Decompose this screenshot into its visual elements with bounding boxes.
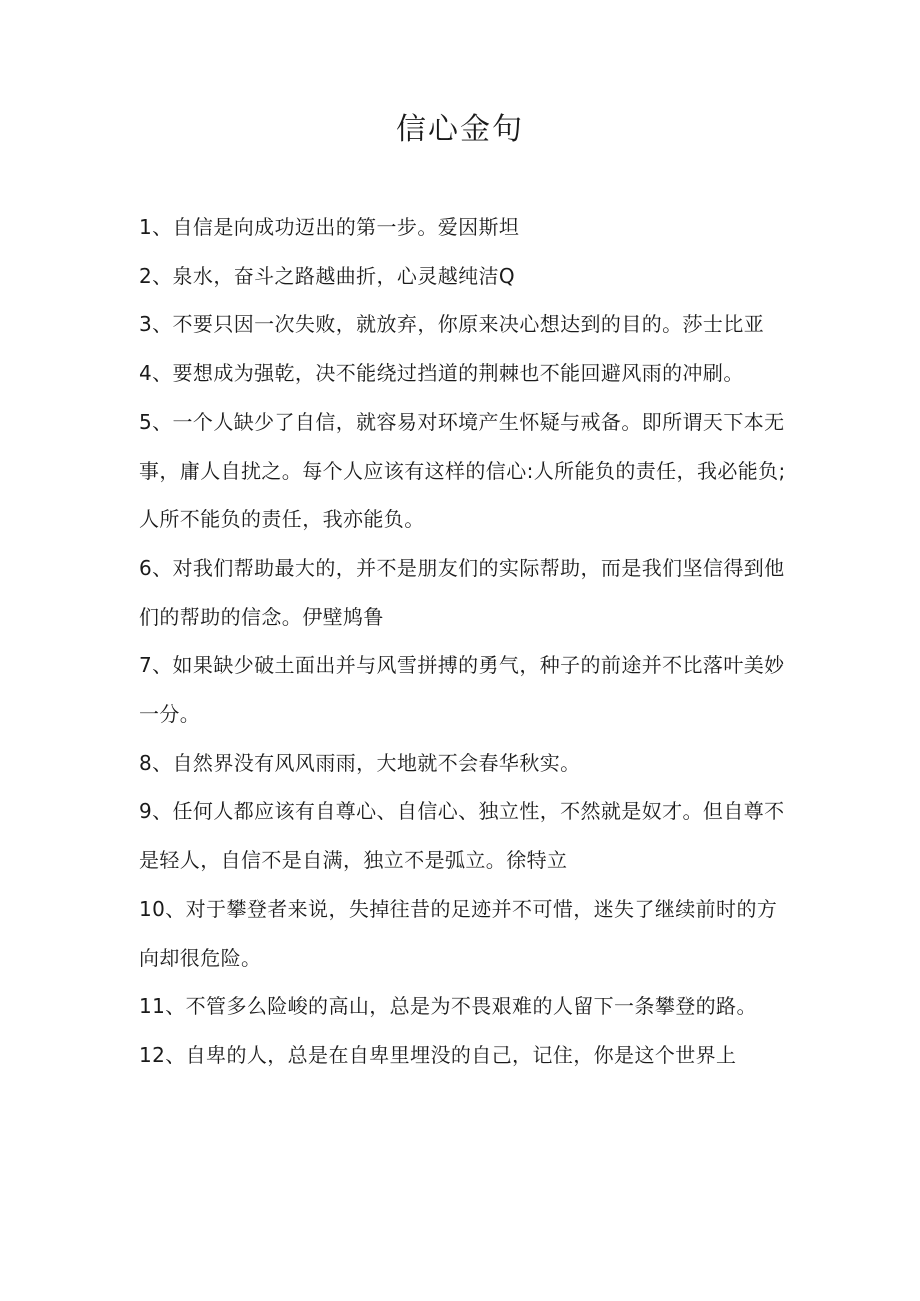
- quote-paragraph-11: 11、不管多么险峻的高山，总是为不畏艰难的人留下一条攀登的路。: [139, 994, 757, 1019]
- quote-paragraph-4: 4、要想成为强乾，决不能绕过挡道的荆棘也不能回避风雨的冲刷。: [139, 361, 744, 386]
- quote-paragraph-6: 6、对我们帮助最大的，并不是朋友们的实际帮助，而是我们坚信得到他们的帮助的信念。伊壁鸠鲁: [139, 555, 785, 629]
- document-body: [139, 203, 789, 1080]
- quote-paragraph-10: 10、对于攀登者来说，失掉往昔的足迹并不可惜，迷失了继续前时的方向却很危险。: [139, 896, 778, 970]
- quote-paragraph-7: 7、如果缺少破土面出并与风雪拼搏的勇气，种子的前途并不比落叶美妙一分。: [139, 653, 785, 727]
- quote-paragraph-5: 5、一个人缺少了自信，就容易对环境产生怀疑与戒备。即所谓天下本无事，庸人自扰之。每个人应该有这样的信心:人所能负的责任，我必能负;人所不能负的责任，我亦能负。: [139, 409, 786, 532]
- quote-paragraph-9: 9、任何人都应该有自尊心、自信心、独立性，不然就是奴才。但自尊不是轻人，自信不是自满，独立不是弧立。徐特立: [139, 799, 785, 873]
- quote-paragraph-8: 8、自然界没有风风雨雨，大地就不会春华秋实。: [139, 750, 581, 775]
- quote-paragraph-2: 2、泉水，奋斗之路越曲折，心灵越纯洁Q: [139, 263, 516, 288]
- quote-paragraph-1: 1、自信是向成功迈出的第一步。爱因斯坦: [139, 215, 520, 239]
- document-title: 信心金句: [396, 112, 524, 147]
- quote-paragraph-3: 3、不要只因一次失败，就放弃，你原来决心想达到的目的。莎士比亚: [139, 312, 765, 337]
- quote-paragraph-12: 12、自卑的人，总是在自卑里埋没的自己，记住，你是这个世界上: [139, 1042, 737, 1067]
